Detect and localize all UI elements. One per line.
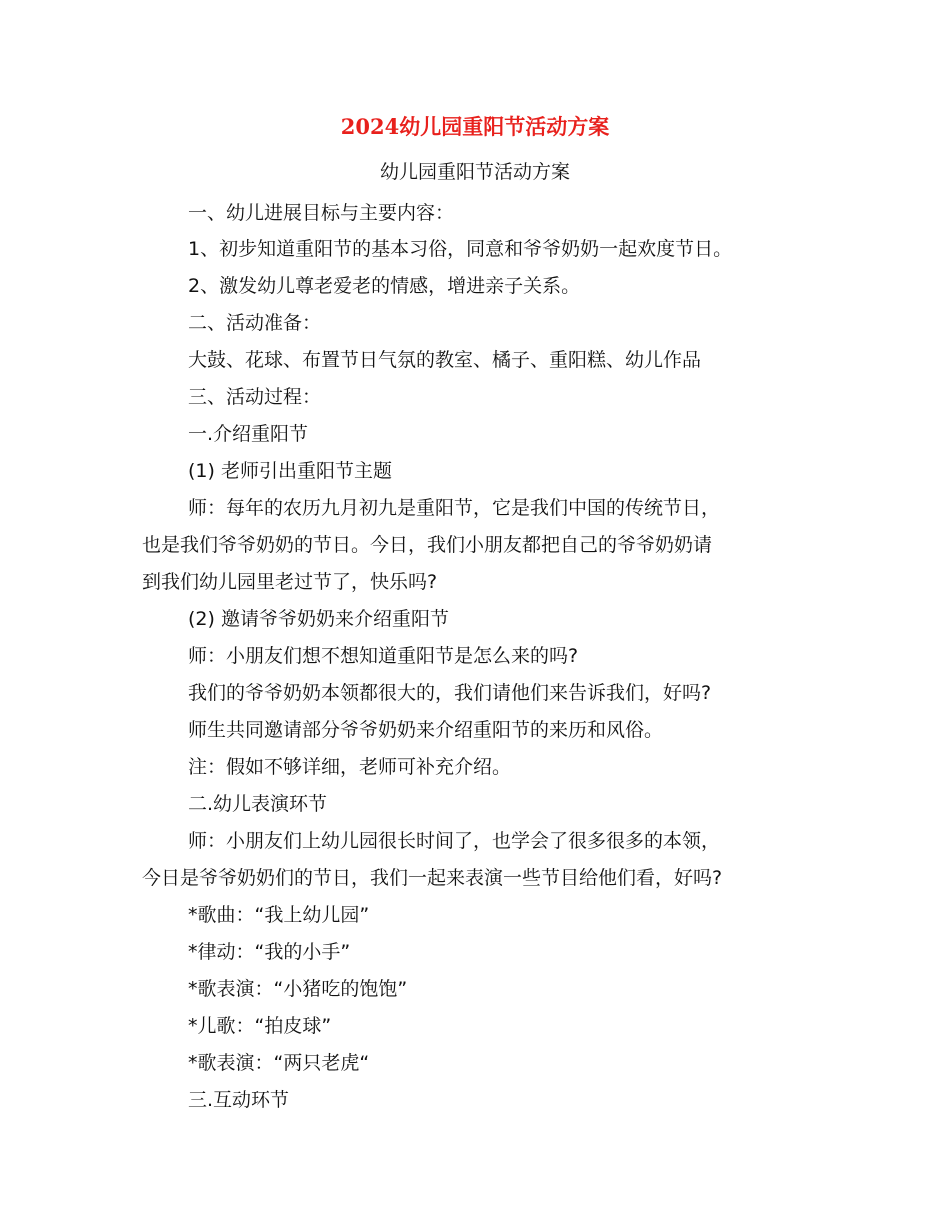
program-item: *歌表演：“小猪吃的饱饱”: [188, 978, 408, 1000]
subsection-performance: 二.幼儿表演环节: [188, 793, 328, 815]
subsection-interaction: 三.互动环节: [188, 1089, 290, 1111]
section-heading-process: 三、活动过程：: [188, 386, 322, 408]
step-2-heading: (2) 邀请爷爷奶奶来介绍重阳节: [188, 608, 449, 630]
section-heading-goals: 一、幼儿进展目标与主要内容：: [188, 202, 455, 224]
subsection-introduce: 一.介绍重阳节: [188, 423, 309, 445]
section-heading-preparation: 二、活动准备：: [188, 312, 322, 334]
goal-item-1: 1、初步知道重阳节的基本习俗，同意和爷爷奶奶一起欢度节日。: [188, 238, 733, 260]
document-title: 2024幼儿园重阳节活动方案: [340, 114, 610, 139]
goal-item-2: 2、激发幼儿尊老爱老的情感，增进亲子关系。: [188, 275, 581, 297]
paragraph-line: 师生共同邀请部分爷爷奶奶来介绍重阳节的来历和风俗。: [188, 719, 664, 741]
paragraph-line: 师：每年的农历九月初九是重阳节，它是我们中国的传统节日，: [188, 497, 721, 519]
paragraph-line: 我们的爷爷奶奶本领都很大的，我们请他们来告诉我们，好吗?: [188, 682, 712, 704]
paragraph-line: 今日是爷爷奶奶们的节日，我们一起来表演一些节目给他们看，好吗?: [142, 867, 723, 889]
document-subtitle: 幼儿园重阳节活动方案: [379, 161, 570, 183]
program-item: *歌表演：“两只老虎“: [188, 1052, 370, 1074]
note-line: 注：假如不够详细，老师可补充介绍。: [188, 756, 512, 778]
program-item: *律动：“我的小手”: [188, 941, 351, 963]
paragraph-line: 到我们幼儿园里老过节了，快乐吗?: [142, 571, 438, 593]
step-1-heading: (1) 老师引出重阳节主题: [188, 460, 392, 482]
paragraph-line: 师：小朋友们想不想知道重阳节是怎么来的吗?: [188, 645, 579, 667]
paragraph-line: 师：小朋友们上幼儿园很长时间了，也学会了很多很多的本领，: [188, 830, 721, 852]
program-item: *儿歌：“拍皮球”: [188, 1015, 332, 1037]
program-item: *歌曲：“我上幼儿园”: [188, 904, 370, 926]
preparation-materials: 大鼓、花球、布置节日气氛的教室、橘子、重阳糕、幼儿作品: [188, 349, 702, 371]
paragraph-line: 也是我们爷爷奶奶的节日。今日，我们小朋友都把自己的爷爷奶奶请: [142, 534, 713, 556]
